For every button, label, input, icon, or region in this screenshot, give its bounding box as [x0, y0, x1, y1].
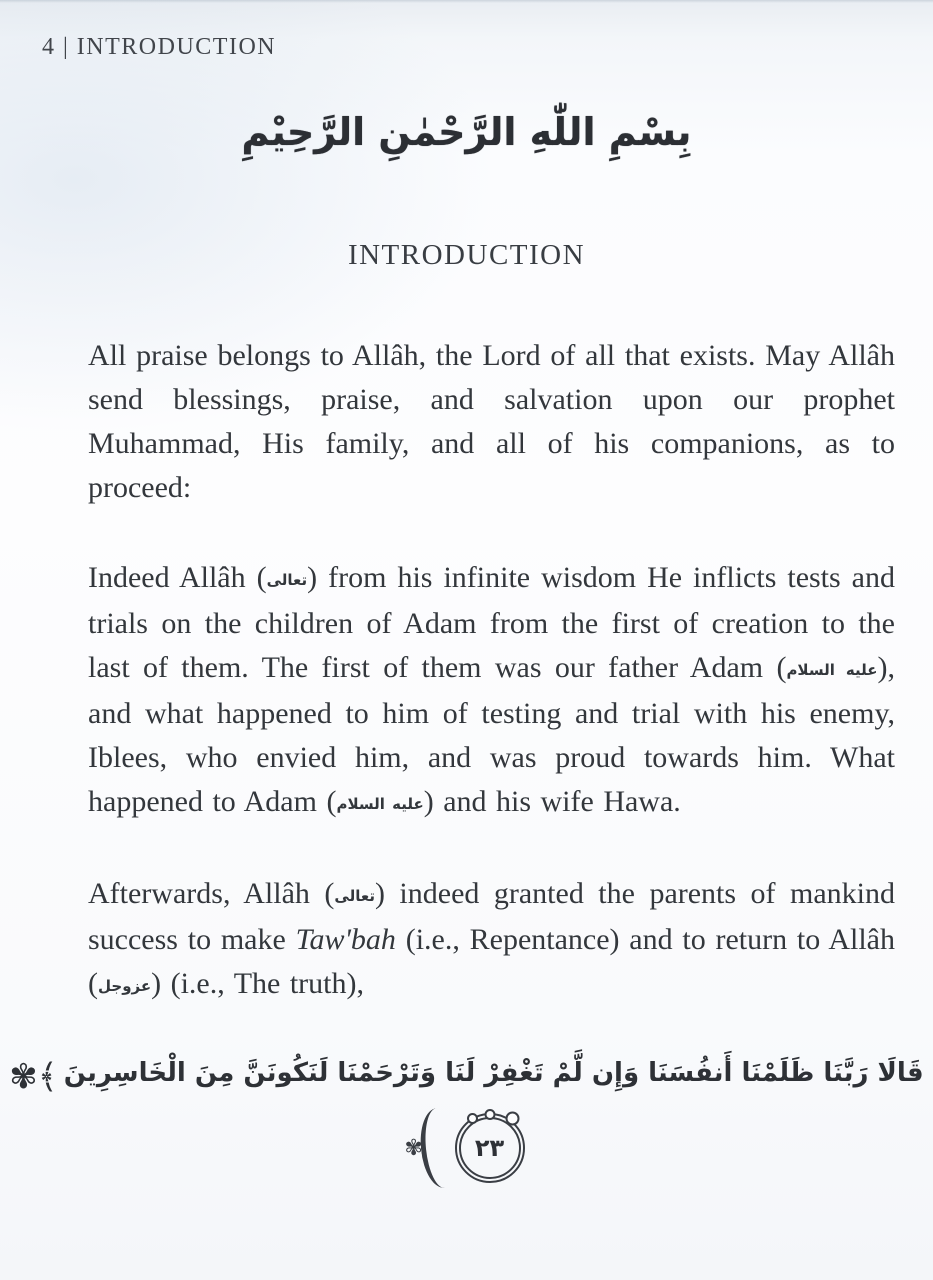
- quran-verse: [9, 1056, 924, 1097]
- text-run: , and what happened to him of testing and trial with his enemy, Iblees, who envied him, and was proud towards him. What happened to Adam: [88, 650, 896, 818]
- paragraph: [88, 872, 895, 1008]
- paragraph: [88, 334, 895, 510]
- honorific-symbol: (تعالى): [324, 876, 385, 910]
- text-run: indeed granted the parents of mankind success to make: [88, 876, 896, 956]
- honorific-symbol: (عزوجل): [88, 966, 162, 1000]
- honorific-symbol: (عليه السلام): [326, 784, 434, 818]
- text-run: All praise belongs to Allâh, the Lord of all that exists. May Allâh send blessings, praise, and salvation upon our prophet Muhammad, His family, and all of his companions, as to proceed:: [88, 338, 895, 504]
- verse-number: ٢٣: [474, 1133, 505, 1162]
- page-title: INTRODUCTION: [347, 238, 586, 271]
- text-run: and his wife Hawa.: [433, 784, 681, 818]
- text-run: Indeed Allâh: [88, 560, 257, 594]
- text-run: (i.e., The truth),: [161, 966, 364, 1000]
- honorific-symbol: (عليه السلام): [776, 650, 888, 684]
- verse-bracket-ornament-icon: ✾﴾: [9, 1056, 58, 1097]
- italic-text: Taw'bah: [295, 922, 396, 956]
- flower-icon: ✾: [404, 1135, 423, 1161]
- honorific-symbol: (تعالى): [256, 560, 318, 594]
- paragraph: [88, 556, 895, 826]
- bismillah-calligraphy: بِسْمِ اللّٰهِ الرَّحْمٰنِ الرَّحِيْمِ: [241, 110, 692, 154]
- body-text: [88, 334, 895, 1008]
- crescent-flower-ornament-icon: [404, 1106, 451, 1190]
- text-run: from his infinite wisdom He inflicts tests and trials on the children of Adam from the first of creation to the last of them. The first of them was our father Adam: [88, 560, 896, 684]
- running-header: 4 | INTRODUCTION: [42, 34, 277, 60]
- quran-verse-arabic-text: قَالَا رَبَّنَا ظَلَمْنَا أَنفُسَنَا وَإِن لَّمْ تَغْفِرْ لَنَا وَتَرْحَمْنَا لَنَكُونَنَّ مِنَ الْخَاسِرِينَ: [63, 1057, 924, 1088]
- verse-end-ornament: [0, 1106, 933, 1190]
- text-run: (i.e., Repentance) and to return to Allâh: [395, 922, 895, 956]
- verse-number-medallion: [455, 1113, 525, 1183]
- text-run: Afterwards, Allâh: [88, 876, 325, 910]
